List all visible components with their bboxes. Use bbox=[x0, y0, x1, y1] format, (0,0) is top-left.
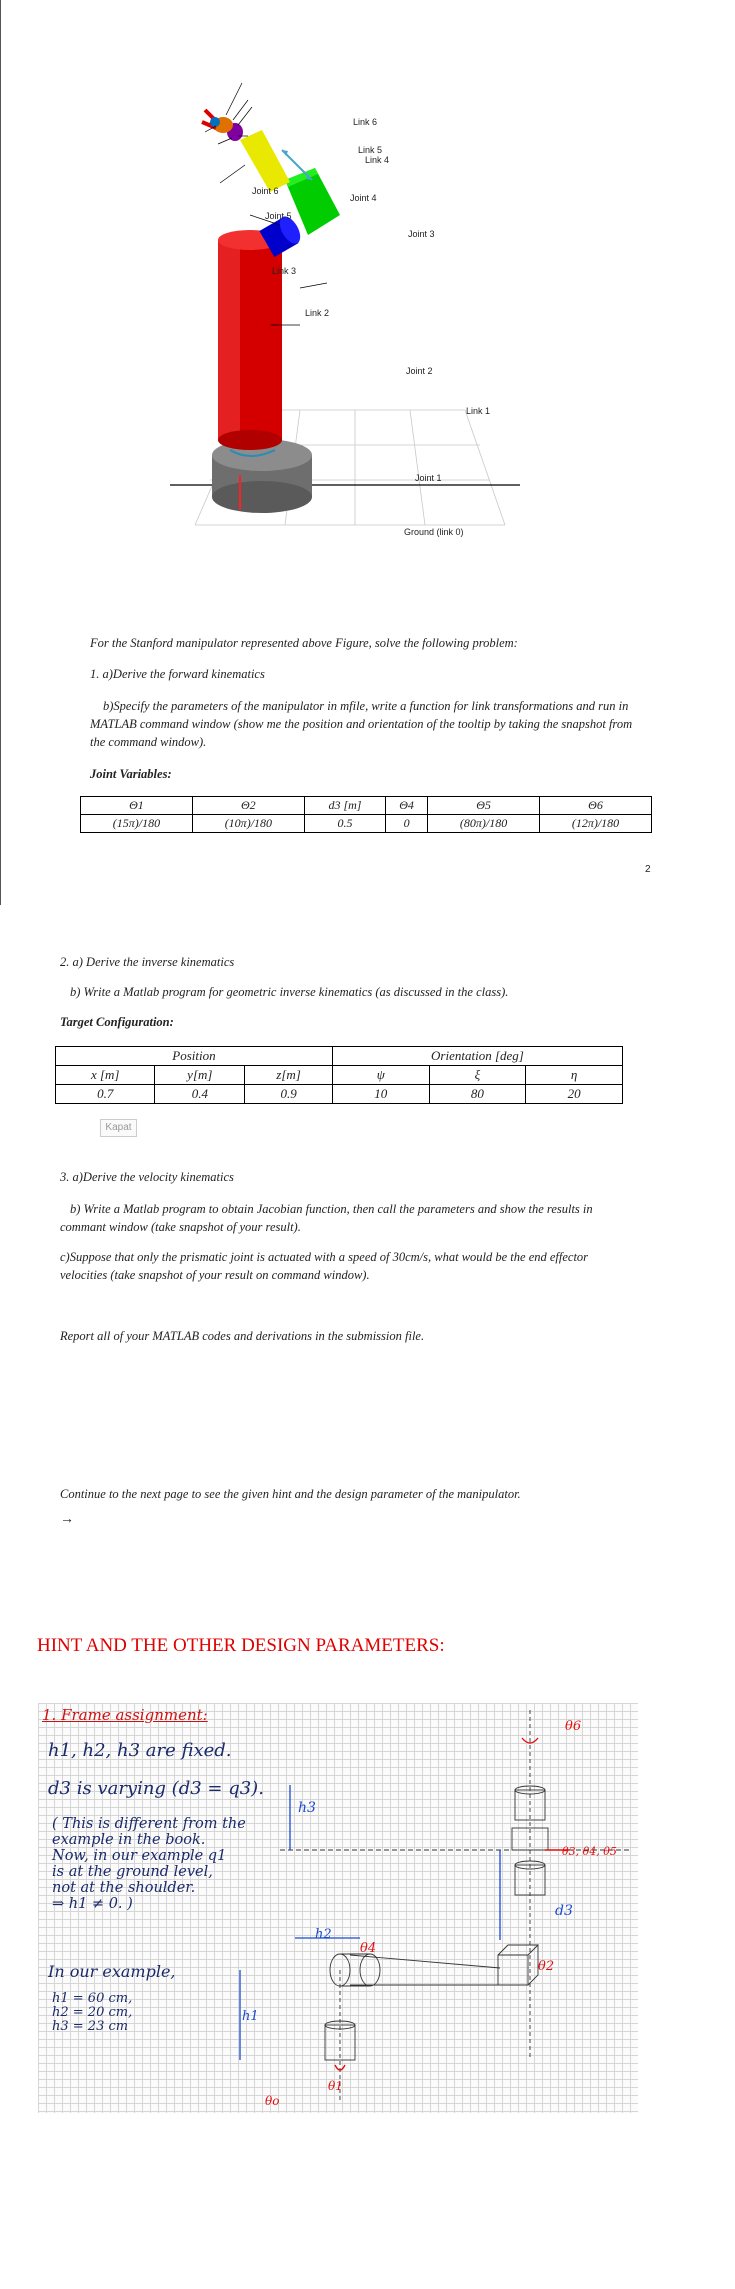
table-cell: 80 bbox=[429, 1085, 526, 1104]
label-link5: Link 5 bbox=[358, 145, 383, 155]
table-cell: (15π)/180 bbox=[81, 815, 193, 833]
hand-note-line: not at the shoulder. bbox=[52, 1880, 196, 1896]
hand-line2: d3 is varying (d3 = q3). bbox=[48, 1778, 264, 1799]
table-row bbox=[56, 1066, 623, 1085]
hand-line1: h1, h2, h3 are fixed. bbox=[48, 1740, 232, 1761]
intro-text: For the Stanford manipulator represented above Figure, solve the following problem: bbox=[90, 636, 518, 650]
q3b-text: b) Write a Matlab program to obtain Jacobian function, then call the parameters and show the results in commant window (take snapshot of your result). bbox=[60, 1202, 593, 1234]
q2b-text: b) Write a Matlab program for geometric inverse kinematics (as discussed in the class). bbox=[70, 985, 509, 999]
label-joint2: Joint 2 bbox=[406, 366, 433, 376]
label-link2: Link 2 bbox=[305, 308, 330, 318]
table-header: Θ4 bbox=[386, 797, 428, 815]
label-link4: Link 4 bbox=[365, 155, 390, 165]
stanford-manipulator-figure bbox=[190, 110, 520, 590]
label-link3: Link 3 bbox=[272, 266, 297, 276]
diag-theta1: θ1 bbox=[328, 2079, 343, 2093]
label-joint3: Joint 3 bbox=[408, 229, 435, 239]
frame-assignment-diagram bbox=[242, 1700, 635, 2115]
h1-value: h1 = 60 cm, bbox=[52, 1991, 133, 2006]
ground-base bbox=[212, 439, 312, 513]
hand-note-line: ( This is different from the bbox=[52, 1816, 246, 1832]
table-row bbox=[81, 797, 652, 815]
table-header: ψ bbox=[332, 1066, 429, 1085]
q1a-text: 1. a)Derive the forward kinematics bbox=[90, 667, 265, 681]
label-joint1: Joint 1 bbox=[415, 473, 442, 483]
table-header: Θ6 bbox=[540, 797, 652, 815]
q3c-text: c)Suppose that only the prismatic joint is actuated with a speed of 30cm/s, what would be the end effector velocities (take snapshot of your result on command window). bbox=[60, 1250, 589, 1282]
diag-h1: h1 bbox=[242, 2009, 259, 2024]
joint-variables-title: Joint Variables: bbox=[90, 767, 172, 781]
table-header: η bbox=[526, 1066, 623, 1085]
diag-h2: h2 bbox=[315, 1927, 332, 1942]
arrow-right-icon: → bbox=[60, 1512, 74, 1527]
q3a-text: 3. a)Derive the velocity kinematics bbox=[60, 1170, 234, 1184]
target-configuration-table bbox=[55, 1046, 623, 1104]
hand-note bbox=[52, 1816, 246, 1912]
page-left-border bbox=[0, 0, 1, 905]
group-header-position: Position bbox=[56, 1047, 333, 1066]
table-cell: (12π)/180 bbox=[540, 815, 652, 833]
table-row bbox=[56, 1047, 623, 1066]
hand-note-line: is at the ground level, bbox=[52, 1864, 213, 1880]
h3-value: h3 = 23 cm bbox=[52, 2019, 129, 2034]
table-cell: (10π)/180 bbox=[192, 815, 304, 833]
table-cell: 0 bbox=[386, 815, 428, 833]
hand-note-line: Now, in our example q1 bbox=[52, 1848, 227, 1864]
diag-d3: d3 bbox=[555, 1903, 573, 1919]
table-header: z[m] bbox=[245, 1066, 333, 1085]
table-header: ξ bbox=[429, 1066, 526, 1085]
joint-variables-table bbox=[80, 796, 652, 833]
hint-title: HINT AND THE OTHER DESIGN PARAMETERS: bbox=[37, 1635, 445, 1656]
target-configuration-title: Target Configuration: bbox=[60, 1015, 174, 1029]
diag-h3: h3 bbox=[298, 1800, 316, 1816]
label-link1: Link 1 bbox=[466, 406, 491, 416]
joint-angle-markers bbox=[335, 1738, 570, 2070]
hand-values bbox=[52, 1992, 132, 2034]
table-header: Θ1 bbox=[81, 797, 193, 815]
q1b-text: b)Specify the parameters of the manipulator in mfile, write a function for link transformations and run in MATLAB command window (show me the position and orientation of the tooltip by taking the snapshot from the command window). bbox=[90, 699, 633, 749]
h2-value: h2 = 20 cm, bbox=[52, 2005, 133, 2020]
page-number: 2 bbox=[645, 864, 651, 875]
table-header: x [m] bbox=[56, 1066, 155, 1085]
diag-thetas: θ3, θ4, θ5 bbox=[562, 1845, 617, 1858]
label-link6: Link 6 bbox=[353, 117, 378, 127]
table-header: Θ2 bbox=[192, 797, 304, 815]
link3-yellow-prismatic bbox=[240, 130, 290, 192]
group-header-orientation: Orientation [deg] bbox=[332, 1047, 622, 1066]
table-header: Θ5 bbox=[428, 797, 540, 815]
hand-example: In our example, bbox=[48, 1962, 176, 1981]
report-text: Report all of your MATLAB codes and derivations in the submission file. bbox=[60, 1329, 425, 1343]
continue-text: Continue to the next page to see the given hint and the design parameter of the manipulator. bbox=[60, 1487, 521, 1501]
table-cell: 0.7 bbox=[56, 1085, 155, 1104]
table-row bbox=[81, 815, 652, 833]
table-header: y[m] bbox=[155, 1066, 245, 1085]
kapat-button[interactable]: Kapat bbox=[100, 1119, 137, 1137]
hand-title: 1. Frame assignment: bbox=[42, 1706, 208, 1724]
q2a-text: 2. a) Derive the inverse kinematics bbox=[60, 955, 235, 969]
diag-theta4: θ4 bbox=[360, 1941, 377, 1956]
table-row bbox=[56, 1085, 623, 1104]
diag-theta6: θ6 bbox=[565, 1719, 582, 1734]
table-cell: 0.5 bbox=[304, 815, 385, 833]
label-ground: Ground (link 0) bbox=[404, 527, 464, 537]
link1-cylinder bbox=[218, 230, 282, 450]
diag-theta0: θo bbox=[265, 2094, 280, 2108]
table-cell: 0.9 bbox=[245, 1085, 333, 1104]
table-cell: 10 bbox=[332, 1085, 429, 1104]
label-joint5: Joint 5 bbox=[265, 211, 292, 221]
label-joint4: Joint 4 bbox=[350, 193, 377, 203]
diag-theta2: θ2 bbox=[538, 1959, 555, 1974]
table-cell: 20 bbox=[526, 1085, 623, 1104]
hand-note-line: ⇒ h1 ≠ 0. ) bbox=[52, 1896, 133, 1912]
table-cell: (80π)/180 bbox=[428, 815, 540, 833]
table-header: d3 [m] bbox=[304, 797, 385, 815]
table-cell: 0.4 bbox=[155, 1085, 245, 1104]
label-joint6: Joint 6 bbox=[252, 186, 279, 196]
hand-note-line: example in the book. bbox=[52, 1832, 206, 1848]
